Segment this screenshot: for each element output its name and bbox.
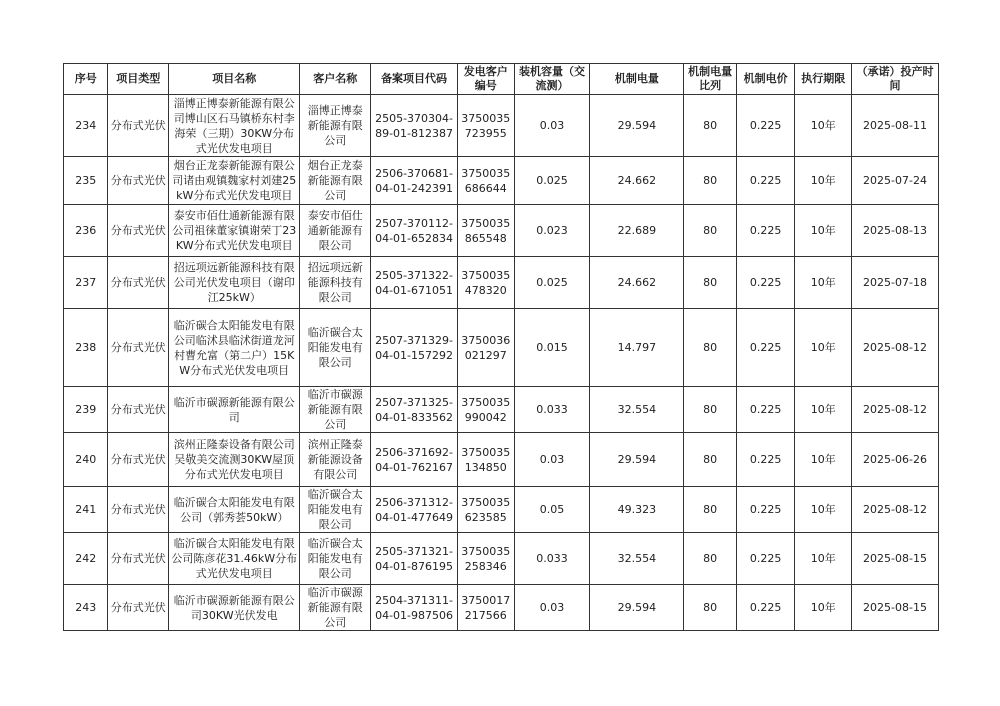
term-cell: 10年 bbox=[795, 95, 852, 157]
mechanism-energy-cell: 32.554 bbox=[590, 387, 684, 433]
row-number-cell: 237 bbox=[64, 257, 108, 309]
filing-code-cell: 2504-371311-04-01-987506 bbox=[371, 585, 458, 631]
term-cell: 10年 bbox=[795, 533, 852, 585]
mechanism-energy-cell: 29.594 bbox=[590, 433, 684, 487]
energy-ratio-cell: 80 bbox=[684, 533, 737, 585]
commissioning-date-cell: 2025-08-12 bbox=[852, 487, 939, 533]
customer-number-cell: 3750017217566 bbox=[458, 585, 515, 631]
term-cell: 10年 bbox=[795, 205, 852, 257]
table-row bbox=[64, 309, 939, 387]
mechanism-price-cell: 0.225 bbox=[736, 433, 795, 487]
energy-ratio-cell: 80 bbox=[684, 433, 737, 487]
mechanism-price-cell: 0.225 bbox=[736, 205, 795, 257]
filing-code-cell: 2507-371329-04-01-157292 bbox=[371, 309, 458, 387]
row-number-cell: 242 bbox=[64, 533, 108, 585]
term-cell: 10年 bbox=[795, 487, 852, 533]
project-name-cell: 临沂碳合太阳能发电有限公司临沭县临沭街道龙河村曹允富（第二户）15KW分布式光伏发电项目 bbox=[169, 309, 300, 387]
column-header: 机制电量比列 bbox=[684, 64, 737, 95]
customer-name-cell: 临沂市碳源新能源有限公司 bbox=[300, 585, 371, 631]
project-type-cell: 分布式光伏 bbox=[108, 487, 169, 533]
mechanism-energy-cell: 29.594 bbox=[590, 95, 684, 157]
column-header: 备案项目代码 bbox=[371, 64, 458, 95]
customer-name-cell: 招远项远新能源科技有限公司 bbox=[300, 257, 371, 309]
column-header: 项目类型 bbox=[108, 64, 169, 95]
term-cell: 10年 bbox=[795, 433, 852, 487]
customer-name-cell: 临沂碳合太阳能发电有限公司 bbox=[300, 309, 371, 387]
project-name-cell: 烟台正龙泰新能源有限公司诸由观镇魏家村刘建25kW分布式光伏发电项目 bbox=[169, 157, 300, 205]
installed-capacity-cell: 0.03 bbox=[514, 585, 590, 631]
column-header: 发电客户编号 bbox=[458, 64, 515, 95]
mechanism-price-cell: 0.225 bbox=[736, 157, 795, 205]
filing-code-cell: 2505-370304-89-01-812387 bbox=[371, 95, 458, 157]
installed-capacity-cell: 0.025 bbox=[514, 257, 590, 309]
mechanism-price-cell: 0.225 bbox=[736, 309, 795, 387]
mechanism-price-cell: 0.225 bbox=[736, 257, 795, 309]
mechanism-energy-cell: 22.689 bbox=[590, 205, 684, 257]
column-header: 机制电量 bbox=[590, 64, 684, 95]
column-header: 客户名称 bbox=[300, 64, 371, 95]
table-row bbox=[64, 257, 939, 309]
term-cell: 10年 bbox=[795, 387, 852, 433]
customer-number-cell: 3750035258346 bbox=[458, 533, 515, 585]
filing-code-cell: 2507-370112-04-01-652834 bbox=[371, 205, 458, 257]
column-header: 项目名称 bbox=[169, 64, 300, 95]
table-row bbox=[64, 433, 939, 487]
installed-capacity-cell: 0.033 bbox=[514, 533, 590, 585]
table-row bbox=[64, 487, 939, 533]
commissioning-date-cell: 2025-08-12 bbox=[852, 387, 939, 433]
installed-capacity-cell: 0.033 bbox=[514, 387, 590, 433]
project-type-cell: 分布式光伏 bbox=[108, 205, 169, 257]
mechanism-price-cell: 0.225 bbox=[736, 95, 795, 157]
mechanism-energy-cell: 14.797 bbox=[590, 309, 684, 387]
customer-name-cell: 烟台正龙泰新能源有限公司 bbox=[300, 157, 371, 205]
table-body bbox=[64, 95, 939, 631]
customer-number-cell: 3750035990042 bbox=[458, 387, 515, 433]
customer-name-cell: 临沂碳合太阳能发电有限公司 bbox=[300, 487, 371, 533]
customer-name-cell: 临沂碳合太阳能发电有限公司 bbox=[300, 533, 371, 585]
commissioning-date-cell: 2025-06-26 bbox=[852, 433, 939, 487]
commissioning-date-cell: 2025-08-11 bbox=[852, 95, 939, 157]
table-row bbox=[64, 157, 939, 205]
mechanism-energy-cell: 32.554 bbox=[590, 533, 684, 585]
column-header: 序号 bbox=[64, 64, 108, 95]
filing-code-cell: 2506-370681-04-01-242391 bbox=[371, 157, 458, 205]
customer-name-cell: 泰安市佰仕通新能源有限公司 bbox=[300, 205, 371, 257]
mechanism-energy-cell: 24.662 bbox=[590, 157, 684, 205]
term-cell: 10年 bbox=[795, 309, 852, 387]
project-type-cell: 分布式光伏 bbox=[108, 533, 169, 585]
installed-capacity-cell: 0.025 bbox=[514, 157, 590, 205]
installed-capacity-cell: 0.05 bbox=[514, 487, 590, 533]
installed-capacity-cell: 0.023 bbox=[514, 205, 590, 257]
row-number-cell: 239 bbox=[64, 387, 108, 433]
commissioning-date-cell: 2025-08-13 bbox=[852, 205, 939, 257]
column-header: （承诺）投产时间 bbox=[852, 64, 939, 95]
row-number-cell: 236 bbox=[64, 205, 108, 257]
energy-ratio-cell: 80 bbox=[684, 487, 737, 533]
customer-name-cell: 滨州正隆泰新能源设备有限公司 bbox=[300, 433, 371, 487]
term-cell: 10年 bbox=[795, 585, 852, 631]
project-name-cell: 淄博正博泰新能源有限公司博山区石马镇桥东村李海荣（三期）30KW分布式光伏发电项目 bbox=[169, 95, 300, 157]
project-name-cell: 泰安市佰仕通新能源有限公司祖徕董家镇谢荣丁23KW分布式光伏发电项目 bbox=[169, 205, 300, 257]
table-row bbox=[64, 95, 939, 157]
mechanism-price-cell: 0.225 bbox=[736, 585, 795, 631]
mechanism-price-cell: 0.225 bbox=[736, 387, 795, 433]
installed-capacity-cell: 0.015 bbox=[514, 309, 590, 387]
mechanism-energy-cell: 29.594 bbox=[590, 585, 684, 631]
customer-name-cell: 淄博正博泰新能源有限公司 bbox=[300, 95, 371, 157]
project-type-cell: 分布式光伏 bbox=[108, 433, 169, 487]
project-type-cell: 分布式光伏 bbox=[108, 157, 169, 205]
project-type-cell: 分布式光伏 bbox=[108, 309, 169, 387]
project-type-cell: 分布式光伏 bbox=[108, 257, 169, 309]
row-number-cell: 235 bbox=[64, 157, 108, 205]
row-number-cell: 243 bbox=[64, 585, 108, 631]
term-cell: 10年 bbox=[795, 157, 852, 205]
mechanism-energy-cell: 49.323 bbox=[590, 487, 684, 533]
mechanism-price-cell: 0.225 bbox=[736, 487, 795, 533]
customer-number-cell: 3750035723955 bbox=[458, 95, 515, 157]
energy-ratio-cell: 80 bbox=[684, 95, 737, 157]
filing-code-cell: 2507-371325-04-01-833562 bbox=[371, 387, 458, 433]
filing-code-cell: 2505-371321-04-01-876195 bbox=[371, 533, 458, 585]
mechanism-energy-cell: 24.662 bbox=[590, 257, 684, 309]
customer-number-cell: 3750035134850 bbox=[458, 433, 515, 487]
project-name-cell: 临沂市碳源新能源有限公司 bbox=[169, 387, 300, 433]
commissioning-date-cell: 2025-07-24 bbox=[852, 157, 939, 205]
row-number-cell: 240 bbox=[64, 433, 108, 487]
filing-code-cell: 2506-371692-04-01-762167 bbox=[371, 433, 458, 487]
customer-number-cell: 3750035623585 bbox=[458, 487, 515, 533]
energy-ratio-cell: 80 bbox=[684, 309, 737, 387]
filing-code-cell: 2505-371322-04-01-671051 bbox=[371, 257, 458, 309]
project-name-cell: 临沂市碳源新能源有限公司30KW光伏发电 bbox=[169, 585, 300, 631]
project-name-cell: 招远项远新能源科技有限公司光伏发电项目（谢印江25kW） bbox=[169, 257, 300, 309]
project-name-cell: 临沂碳合太阳能发电有限公司（郭秀荟50kW） bbox=[169, 487, 300, 533]
energy-ratio-cell: 80 bbox=[684, 257, 737, 309]
row-number-cell: 241 bbox=[64, 487, 108, 533]
header-row bbox=[64, 64, 939, 95]
filing-code-cell: 2506-371312-04-01-477649 bbox=[371, 487, 458, 533]
commissioning-date-cell: 2025-08-12 bbox=[852, 309, 939, 387]
column-header: 装机容量（交流测） bbox=[514, 64, 590, 95]
column-header: 执行期限 bbox=[795, 64, 852, 95]
mechanism-price-cell: 0.225 bbox=[736, 533, 795, 585]
row-number-cell: 234 bbox=[64, 95, 108, 157]
project-name-cell: 滨州正隆泰设备有限公司吴敬美交流测30KW屋顶分布式光伏发电项目 bbox=[169, 433, 300, 487]
customer-number-cell: 3750036021297 bbox=[458, 309, 515, 387]
row-number-cell: 238 bbox=[64, 309, 108, 387]
energy-ratio-cell: 80 bbox=[684, 387, 737, 433]
energy-ratio-cell: 80 bbox=[684, 157, 737, 205]
project-table bbox=[63, 63, 939, 631]
commissioning-date-cell: 2025-07-18 bbox=[852, 257, 939, 309]
customer-number-cell: 3750035686644 bbox=[458, 157, 515, 205]
commissioning-date-cell: 2025-08-15 bbox=[852, 533, 939, 585]
project-type-cell: 分布式光伏 bbox=[108, 387, 169, 433]
table-row bbox=[64, 533, 939, 585]
table-row bbox=[64, 387, 939, 433]
customer-number-cell: 3750035478320 bbox=[458, 257, 515, 309]
column-header: 机制电价 bbox=[736, 64, 795, 95]
project-name-cell: 临沂碳合太阳能发电有限公司陈彦花31.46kW分布式光伏发电项目 bbox=[169, 533, 300, 585]
installed-capacity-cell: 0.03 bbox=[514, 433, 590, 487]
project-type-cell: 分布式光伏 bbox=[108, 585, 169, 631]
table-row bbox=[64, 585, 939, 631]
installed-capacity-cell: 0.03 bbox=[514, 95, 590, 157]
energy-ratio-cell: 80 bbox=[684, 205, 737, 257]
project-type-cell: 分布式光伏 bbox=[108, 95, 169, 157]
customer-name-cell: 临沂市碳源新能源有限公司 bbox=[300, 387, 371, 433]
term-cell: 10年 bbox=[795, 257, 852, 309]
customer-number-cell: 3750035865548 bbox=[458, 205, 515, 257]
commissioning-date-cell: 2025-08-15 bbox=[852, 585, 939, 631]
energy-ratio-cell: 80 bbox=[684, 585, 737, 631]
table-row bbox=[64, 205, 939, 257]
